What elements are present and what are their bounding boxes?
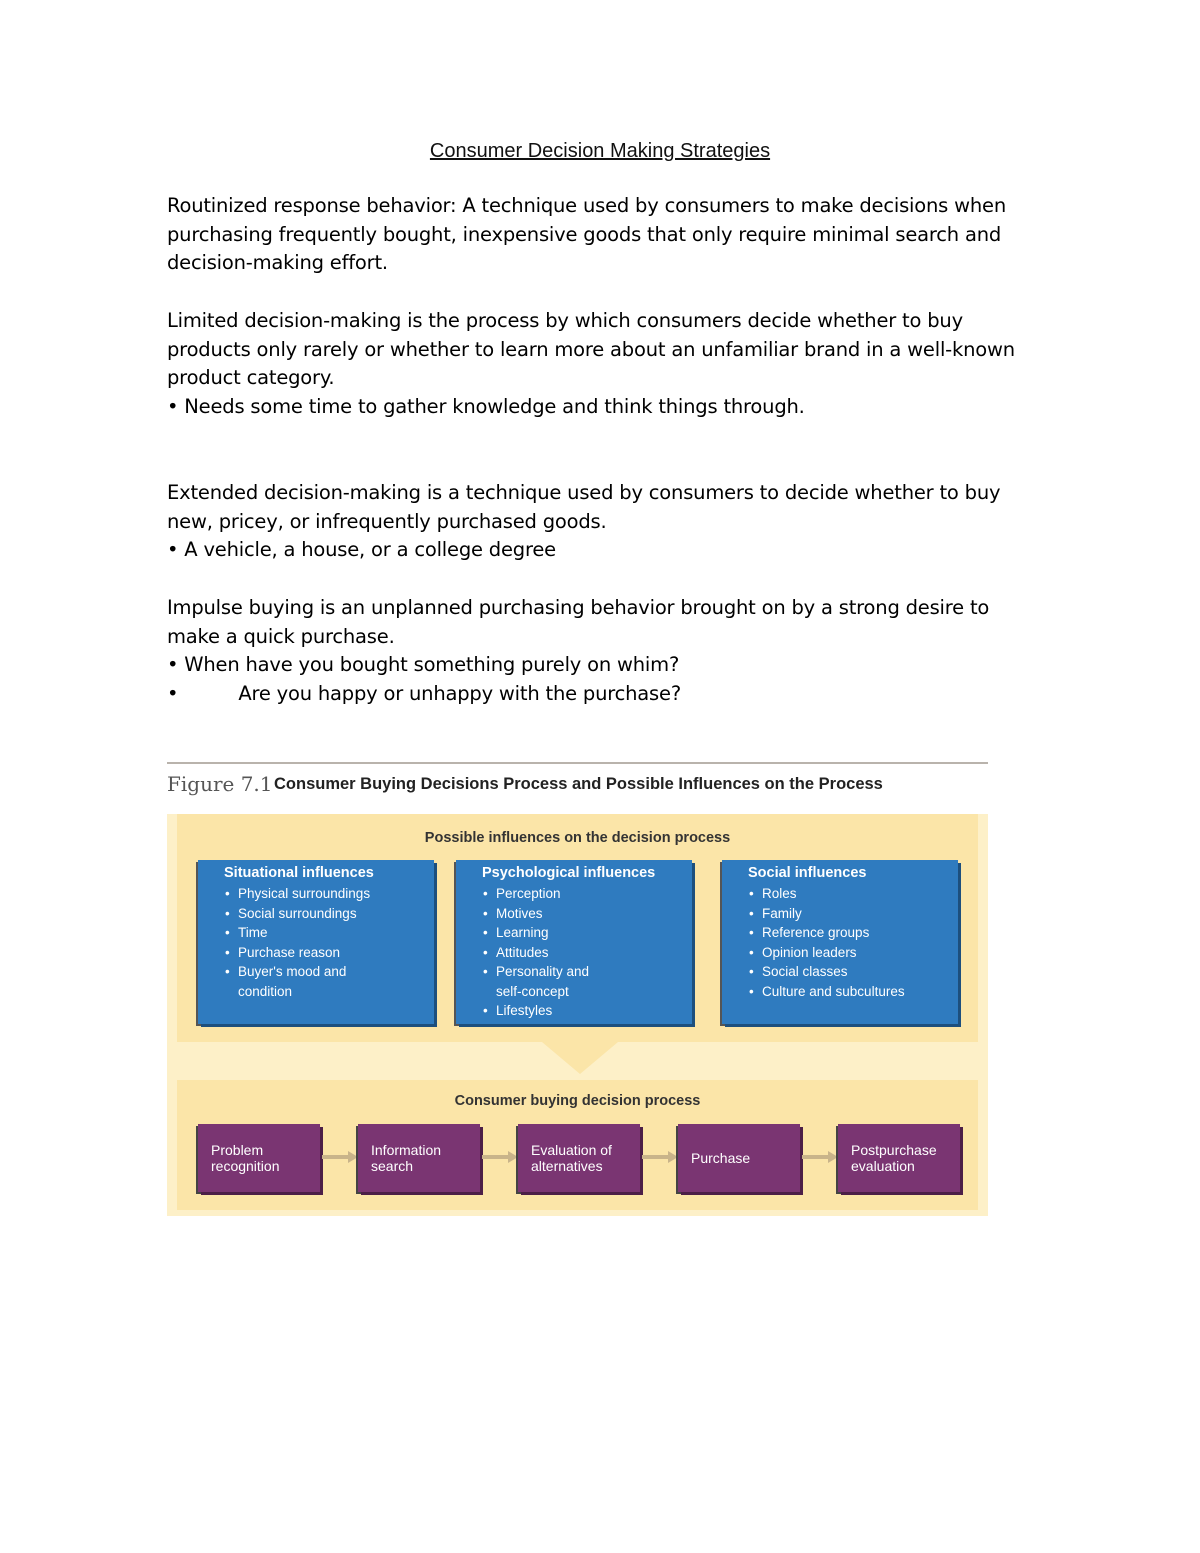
list-item-continuation: condition [238, 983, 293, 999]
step-evaluation-of-alternatives [518, 1124, 640, 1192]
figure-label: Figure 7.1 [167, 772, 273, 796]
step-label: Information search [371, 1142, 442, 1174]
step-label: Evaluation of alternatives [531, 1142, 612, 1174]
box-heading: Situational influences [224, 865, 374, 881]
limited-paragraph [167, 307, 1037, 422]
step-arrow [642, 1154, 678, 1160]
impulse-bullet-1: • When have you bought something purely on whim? [167, 653, 680, 677]
step-label: Purchase [691, 1150, 751, 1166]
step-information-search [358, 1124, 480, 1192]
extended-paragraph [167, 479, 1037, 565]
list-item-continuation: self-concept [496, 983, 569, 999]
process-heading: Consumer buying decision process [454, 1093, 701, 1109]
list-item: • Reference groups [748, 923, 905, 943]
step-label: Postpurchase evaluation [851, 1142, 937, 1174]
list-item: • Buyer's mood and [224, 962, 370, 982]
list-item: • Physical surroundings [224, 884, 370, 904]
list-item: • Opinion leaders [748, 943, 905, 963]
routinized-paragraph [167, 192, 1037, 278]
bullet-mark: • [167, 682, 179, 706]
box-heading: Psychological influences [482, 865, 656, 881]
figure-caption: Consumer Buying Decisions Process and Possible Influences on the Process [274, 775, 883, 793]
list-item: • Attitudes [482, 943, 589, 963]
extended-bullet: • A vehicle, a house, or a college degree [167, 538, 556, 562]
influences-heading: Possible influences on the decision process [424, 830, 731, 846]
list-item: • Purchase reason [224, 943, 370, 963]
social-influences-box [722, 860, 958, 1024]
list-item: • Family [748, 904, 905, 924]
list-item: • Time [224, 923, 370, 943]
list-item: • Social surroundings [224, 904, 370, 924]
impulse-bullet-2-text: Are you happy or unhappy with the purchase? [238, 682, 681, 706]
limited-bullet: • Needs some time to gather knowledge and think things through. [167, 395, 805, 419]
list-item: • Culture and subcultures [748, 982, 905, 1002]
psychological-influences-box [456, 860, 692, 1024]
box-heading: Social influences [748, 865, 867, 881]
list-item: • Learning [482, 923, 589, 943]
list-item: • Social classes [748, 962, 905, 982]
step-label: Problem recognition [211, 1142, 280, 1174]
psychological-list [482, 884, 589, 1021]
list-item: • Personality and [482, 962, 589, 982]
extended-text: Extended decision-making is a technique used by consumers to decide whether to buy new, pricey, or infrequently purchased goods. [167, 481, 1001, 533]
step-problem-recognition [198, 1124, 320, 1192]
list-item: • Motives [482, 904, 589, 924]
step-arrow [802, 1154, 838, 1160]
situational-list [224, 884, 370, 1001]
step-arrow [482, 1154, 518, 1160]
step-postpurchase-evaluation [838, 1124, 960, 1192]
routinized-text: Routinized response behavior: A technique used by consumers to make decisions when purchasing frequently bought, inexpensive goods that only require minimal search and decision-making effort. [167, 194, 1006, 275]
limited-text: Limited decision-making is the process by which consumers decide whether to buy products only rarely or whether to learn more about an unfamiliar brand in a well-known product category. [167, 309, 1015, 390]
situational-influences-box [198, 860, 434, 1024]
step-arrow [322, 1154, 358, 1160]
social-list [748, 884, 905, 1001]
list-item: • Lifestyles [482, 1001, 589, 1021]
figure-diagram [167, 814, 988, 1216]
list-item: • Roles [748, 884, 905, 904]
list-item: • Perception [482, 884, 589, 904]
page-title: Consumer Decision Making Strategies [429, 140, 771, 162]
impulse-text: Impulse buying is an unplanned purchasing behavior brought on by a strong desire to make a quick purchase. [167, 596, 990, 648]
flow-notch [542, 1042, 618, 1074]
figure-rule [167, 762, 988, 764]
step-purchase [678, 1124, 800, 1192]
impulse-paragraph [167, 594, 1037, 709]
impulse-bullet-2 [167, 680, 1037, 709]
